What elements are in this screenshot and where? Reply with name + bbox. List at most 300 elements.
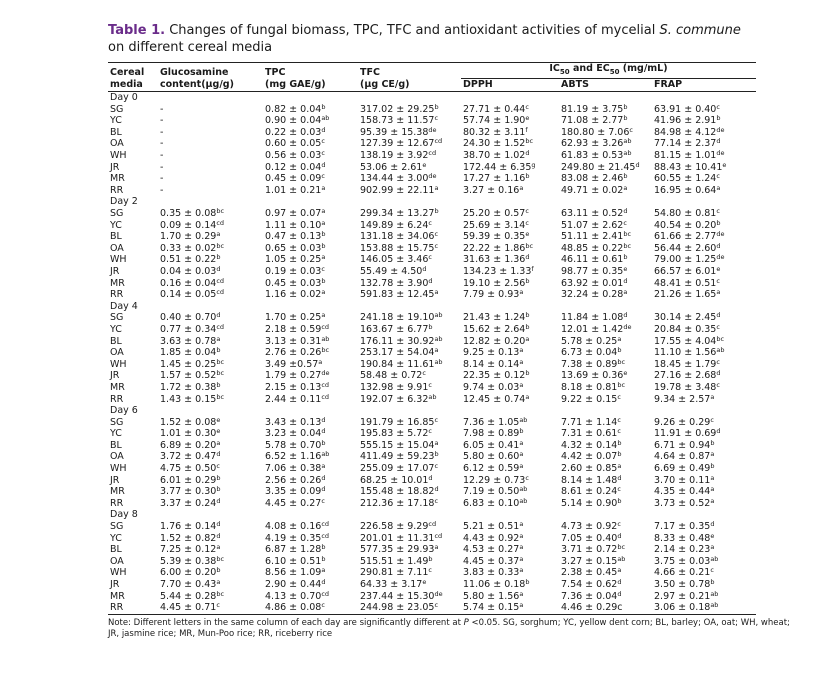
cell-value: 12.01 ± 1.42: [561, 323, 624, 335]
significance-letter: e: [710, 531, 715, 540]
significance-letter: c: [216, 462, 220, 471]
tfc-cell: [358, 220, 461, 232]
day-label: Day 4: [110, 300, 138, 312]
significance-letter: b: [617, 346, 622, 355]
significance-letter: bc: [216, 392, 225, 401]
frap-cell: [652, 382, 756, 394]
cell-value: 191.79 ± 16.85: [360, 416, 435, 428]
significance-letter: b: [525, 276, 530, 285]
cell-value: 4.66 ± 0.21: [654, 567, 711, 579]
tpc-cell: [263, 567, 358, 579]
cell-value: 24.30 ± 1.52: [463, 138, 526, 150]
significance-letter: de: [716, 125, 725, 134]
significance-letter: d: [716, 241, 721, 250]
tfc-cell: [358, 208, 461, 220]
dpph-cell: [461, 521, 559, 533]
table-row: [108, 475, 756, 487]
significance-letter: bc: [617, 357, 626, 366]
significance-letter: b: [321, 438, 326, 447]
significance-letter: bc: [525, 137, 534, 146]
significance-letter: ab: [710, 589, 719, 598]
cell-value: 3.75 ± 0.03: [654, 555, 711, 567]
cell-value: 1.05 ± 0.25: [265, 254, 322, 266]
significance-letter: c: [434, 415, 439, 424]
significance-letter: c: [434, 601, 439, 610]
cell-value: 27.16 ± 2.68: [654, 370, 717, 382]
tfc-cell: [358, 289, 461, 301]
significance-letter: c: [428, 380, 432, 389]
cell-value: 1.57 ± 0.52: [160, 370, 217, 382]
significance-letter: bc: [216, 241, 225, 250]
significance-letter: d: [321, 415, 326, 424]
tpc-cell: [263, 533, 358, 545]
cell-value: 1.52 ± 0.08: [160, 416, 217, 428]
significance-letter: c: [321, 496, 325, 505]
cell-value: 62.93 ± 3.26: [561, 138, 624, 150]
significance-letter: c: [321, 601, 325, 610]
significance-letter: bc: [216, 589, 225, 598]
frap-cell: [652, 115, 756, 127]
tfc-cell: [358, 370, 461, 382]
cell-value: 5.80 ± 0.60: [463, 451, 520, 463]
significance-letter: b: [623, 253, 628, 262]
table-row: [108, 533, 756, 545]
table-row: [108, 417, 756, 429]
cell-value: 1.72 ± 0.38: [160, 381, 217, 393]
frap-cell: [652, 254, 756, 266]
glucosamine-cell: [158, 498, 263, 510]
table-row: [108, 498, 756, 510]
cell-value: 40.54 ± 0.20: [654, 219, 717, 231]
cell-value: -: [160, 184, 164, 196]
note-p: P: [463, 617, 469, 628]
significance-letter: d: [434, 485, 439, 494]
media-cell: WH: [110, 463, 127, 475]
cell-value: 51.11 ± 2.41: [561, 231, 624, 243]
dpph-cell: [461, 382, 559, 394]
abts-cell: [559, 428, 652, 440]
significance-letter: a: [710, 496, 715, 505]
significance-letter: b: [216, 253, 221, 262]
cell-value: 0.47 ± 0.13: [265, 231, 322, 243]
abts-cell: [559, 591, 652, 603]
cell-value: 4.45 ± 0.27: [265, 497, 322, 509]
cell-value: 577.35 ± 29.93: [360, 544, 435, 556]
abts-cell: [559, 486, 652, 498]
cell-value: 12.29 ± 0.73: [463, 474, 526, 486]
significance-letter: a: [519, 450, 524, 459]
cell-value: 4.19 ± 0.35: [265, 532, 322, 544]
tpc-cell: [263, 336, 358, 348]
header-frap: FRAP: [652, 79, 756, 92]
cell-value: 0.19 ± 0.03: [265, 265, 322, 277]
significance-letter: cd: [428, 520, 437, 529]
day-header-row: [108, 301, 756, 313]
cell-value: 4.53 ± 0.27: [463, 544, 520, 556]
cell-value: 3.27 ± 0.15: [561, 555, 618, 567]
cell-value: 1.11 ± 0.10: [265, 219, 322, 231]
tfc-cell: [358, 556, 461, 568]
cell-value: -: [160, 173, 164, 185]
dpph-cell: [461, 417, 559, 429]
cell-value: 98.77 ± 0.35: [561, 265, 624, 277]
frap-cell: [652, 394, 756, 406]
frap-cell: [652, 359, 756, 371]
abts-cell: [559, 138, 652, 150]
cell-value: 79.00 ± 1.25: [654, 254, 717, 266]
cell-value: 12.82 ± 0.20: [463, 335, 526, 347]
caption-species: S. commune: [659, 23, 741, 38]
cell-value: -: [160, 103, 164, 115]
media-cell: OA: [110, 242, 124, 254]
frap-cell: [652, 556, 756, 568]
cell-value: 411.49 ± 59.23: [360, 451, 435, 463]
significance-letter: d: [216, 311, 221, 320]
significance-letter: a: [519, 554, 524, 563]
abts-cell: [559, 254, 652, 266]
significance-letter: b: [710, 462, 715, 471]
significance-letter: ab: [716, 346, 725, 355]
tfc-cell: [358, 533, 461, 545]
frap-cell: [652, 150, 756, 162]
cell-value: 19.10 ± 2.56: [463, 277, 526, 289]
header-tpc-1: TPC: [263, 63, 358, 79]
media-cell: RR: [110, 393, 124, 405]
header-row-1: [108, 63, 756, 79]
glucosamine-cell: [158, 567, 263, 579]
cell-value: 83.08 ± 2.46: [561, 173, 624, 185]
tpc-cell: [263, 115, 358, 127]
dpph-cell: [461, 289, 559, 301]
glucosamine-cell: [158, 475, 263, 487]
frap-cell: [652, 544, 756, 556]
dpph-cell: [461, 150, 559, 162]
cell-value: 7.17 ± 0.35: [654, 521, 711, 533]
day-label: Day 8: [110, 509, 138, 521]
cell-value: 555.15 ± 15.04: [360, 439, 435, 451]
media-cell: WH: [110, 254, 127, 266]
significance-letter: a: [519, 601, 524, 610]
cell-value: 4.45 ± 0.37: [463, 555, 520, 567]
dpph-cell: [461, 266, 559, 278]
cell-value: 6.12 ± 0.59: [463, 463, 520, 475]
header-glucosamine-2: content(µg/g): [158, 79, 263, 92]
significance-letter: c: [434, 496, 439, 505]
table-row: [108, 359, 756, 371]
table-row: [108, 521, 756, 533]
cell-value: 7.54 ± 0.62: [561, 579, 618, 591]
cell-value: 5.78 ± 0.70: [265, 439, 322, 451]
significance-letter: a: [216, 543, 221, 552]
cell-value: 146.05 ± 3.46: [360, 254, 429, 266]
cell-value: 2.90 ± 0.44: [265, 579, 322, 591]
cell-value: 1.70 ± 0.29: [160, 231, 217, 243]
significance-letter: e: [422, 160, 427, 169]
significance-letter: a: [710, 450, 715, 459]
significance-letter: a: [519, 357, 524, 366]
significance-letter: d: [716, 369, 721, 378]
table-row: [108, 336, 756, 348]
significance-letter: b: [525, 172, 530, 181]
cell-value: 6.73 ± 0.04: [561, 347, 618, 359]
significance-letter: c: [321, 137, 325, 146]
significance-letter: d: [716, 311, 721, 320]
cell-value: -: [160, 115, 164, 127]
tfc-cell: [358, 243, 461, 255]
significance-letter: a: [321, 218, 326, 227]
glucosamine-cell: [158, 417, 263, 429]
cell-value: 4.75 ± 0.50: [160, 463, 217, 475]
media-cell: MR: [110, 277, 125, 289]
significance-letter: ab: [617, 554, 626, 563]
media-cell: RR: [110, 497, 124, 509]
cell-value: 30.14 ± 2.45: [654, 312, 717, 324]
significance-letter: f: [531, 264, 534, 273]
tpc-cell: [263, 521, 358, 533]
tfc-cell: [358, 567, 461, 579]
media-cell: YC: [110, 532, 122, 544]
media-cell: SG: [110, 521, 124, 533]
frap-cell: [652, 162, 756, 174]
frap-cell: [652, 428, 756, 440]
tfc-cell: [358, 173, 461, 185]
cell-value: 8.18 ± 0.81: [561, 381, 618, 393]
day-label: Day 2: [110, 196, 138, 208]
significance-letter: cd: [428, 149, 437, 158]
significance-letter: d: [428, 473, 433, 482]
tpc-cell: [263, 185, 358, 197]
cell-value: 0.45 ± 0.03: [265, 277, 322, 289]
dpph-cell: [461, 486, 559, 498]
cell-value: 71.08 ± 2.77: [561, 115, 624, 127]
tpc-cell: [263, 104, 358, 116]
glucosamine-cell: [158, 150, 263, 162]
significance-letter: b: [617, 450, 622, 459]
significance-letter: cd: [216, 218, 225, 227]
cell-value: 2.97 ± 0.21: [654, 590, 711, 602]
cell-value: 48.85 ± 0.22: [561, 242, 624, 254]
glucosamine-cell: [158, 266, 263, 278]
significance-letter: c: [525, 102, 529, 111]
glucosamine-cell: [158, 579, 263, 591]
frap-cell: [652, 336, 756, 348]
cell-value: 0.90 ± 0.04: [265, 115, 322, 127]
significance-letter: b: [321, 102, 326, 111]
abts-cell: [559, 115, 652, 127]
dpph-cell: [461, 556, 559, 568]
cell-value: 241.18 ± 19.10: [360, 312, 435, 324]
dpph-cell: [461, 602, 559, 614]
abts-cell: [559, 533, 652, 545]
table-figure: [108, 22, 790, 640]
table-row: [108, 289, 756, 301]
cell-value: 8.14 ± 1.48: [561, 474, 618, 486]
glucosamine-cell: [158, 185, 263, 197]
cell-value: 3.83 ± 0.33: [463, 567, 520, 579]
tpc-cell: [263, 451, 358, 463]
cell-value: 1.43 ± 0.15: [160, 393, 217, 405]
dpph-cell: [461, 208, 559, 220]
significance-letter: b: [525, 322, 530, 331]
significance-letter: c: [216, 601, 220, 610]
cell-value: 1.79 ± 0.27: [265, 370, 322, 382]
cell-value: 0.77 ± 0.34: [160, 323, 217, 335]
abts-cell: [559, 579, 652, 591]
cell-value: 3.71 ± 0.72: [561, 544, 618, 556]
dpph-cell: [461, 162, 559, 174]
cell-value: 0.33 ± 0.02: [160, 242, 217, 254]
significance-letter: a: [716, 288, 721, 297]
tfc-cell: [358, 359, 461, 371]
significance-letter: d: [617, 589, 622, 598]
cell-value: 2.38 ± 0.45: [561, 567, 618, 579]
dpph-cell: [461, 451, 559, 463]
cell-value: 7.70 ± 0.43: [160, 579, 217, 591]
cell-value: 1.52 ± 0.82: [160, 532, 217, 544]
cell-value: -: [160, 161, 164, 173]
significance-letter: e: [216, 427, 221, 436]
cell-value: 63.92 ± 0.01: [561, 277, 624, 289]
significance-letter: a: [519, 438, 524, 447]
significance-letter: c: [525, 207, 529, 216]
cell-value: 84.98 ± 4.12: [654, 126, 717, 138]
caption-text: Changes of fungal biomass, TPC, TFC and antioxidant activities of mycelial: [165, 23, 660, 38]
glucosamine-cell: [158, 208, 263, 220]
significance-letter: cd: [434, 531, 443, 540]
tfc-cell: [358, 185, 461, 197]
significance-letter: e: [716, 264, 721, 273]
significance-letter: d: [216, 496, 221, 505]
media-cell: WH: [110, 358, 127, 370]
cell-value: 201.01 ± 11.31: [360, 532, 435, 544]
significance-letter: a: [525, 392, 530, 401]
cell-value: 3.13 ± 0.31: [265, 335, 322, 347]
media-cell: JR: [110, 370, 120, 382]
significance-letter: a: [519, 589, 524, 598]
significance-letter: b: [216, 380, 221, 389]
significance-letter: d: [525, 149, 530, 158]
cell-value: 9.26 ± 0.29: [654, 416, 711, 428]
frap-cell: [652, 127, 756, 139]
significance-letter: bc: [216, 357, 225, 366]
table-caption: [108, 22, 756, 56]
cell-value: 7.06 ± 0.38: [265, 463, 322, 475]
cell-value: 2.44 ± 0.11: [265, 393, 322, 405]
glucosamine-cell: [158, 278, 263, 290]
tfc-cell: [358, 579, 461, 591]
frap-cell: [652, 451, 756, 463]
tfc-cell: [358, 602, 461, 614]
tfc-cell: [358, 475, 461, 487]
cell-value: 212.36 ± 17.18: [360, 497, 435, 509]
day-header-row: [108, 92, 756, 104]
significance-letter: b: [525, 311, 530, 320]
significance-letter: e: [422, 578, 427, 587]
significance-letter: b: [623, 172, 628, 181]
cell-value: 0.51 ± 0.22: [160, 254, 217, 266]
header-dpph: DPPH: [461, 79, 559, 92]
significance-letter: d: [321, 485, 326, 494]
tpc-cell: [263, 289, 358, 301]
day-label: Day 0: [110, 92, 138, 104]
cell-value: 11.10 ± 1.56: [654, 347, 717, 359]
significance-letter: c: [321, 172, 325, 181]
significance-letter: c: [716, 207, 720, 216]
cell-value: 5.78 ± 0.25: [561, 335, 618, 347]
tpc-cell: [263, 324, 358, 336]
significance-letter: bc: [623, 230, 632, 239]
dpph-cell: [461, 463, 559, 475]
tpc-cell: [263, 475, 358, 487]
significance-letter: bc: [623, 241, 632, 250]
significance-letter: a: [710, 543, 715, 552]
cell-value: 3.43 ± 0.13: [265, 416, 322, 428]
cell-value: 77.14 ± 2.37: [654, 138, 717, 150]
glucosamine-cell: [158, 486, 263, 498]
significance-letter: ab: [710, 601, 719, 610]
dpph-cell: [461, 278, 559, 290]
header-tfc-2: (µg CE/g): [358, 79, 461, 92]
significance-letter: c: [434, 114, 439, 123]
tfc-cell: [358, 336, 461, 348]
glucosamine-cell: [158, 324, 263, 336]
glucosamine-cell: [158, 115, 263, 127]
significance-letter: de: [716, 149, 725, 158]
significance-letter: ab: [623, 137, 632, 146]
frap-cell: [652, 370, 756, 382]
tfc-cell: [358, 312, 461, 324]
significance-letter: b: [434, 450, 439, 459]
media-cell: BL: [110, 439, 122, 451]
table-row: [108, 185, 756, 197]
media-cell: SG: [110, 208, 124, 220]
media-cell: YC: [110, 323, 122, 335]
glucosamine-cell: [158, 521, 263, 533]
glucosamine-cell: [158, 231, 263, 243]
cell-value: 21.26 ± 1.65: [654, 289, 717, 301]
cell-value: 0.09 ± 0.14: [160, 219, 217, 231]
significance-letter: c: [629, 125, 633, 134]
significance-letter: b: [434, 207, 439, 216]
cell-value: 6.89 ± 0.20: [160, 439, 217, 451]
cell-value: 27.71 ± 0.44: [463, 103, 526, 115]
frap-cell: [652, 312, 756, 324]
cell-value: 155.48 ± 18.82: [360, 486, 435, 498]
significance-letter: ab: [434, 357, 443, 366]
caption-label: Table 1.: [108, 23, 166, 38]
significance-letter: a: [519, 346, 524, 355]
significance-letter: de: [716, 230, 725, 239]
significance-letter: c: [716, 357, 720, 366]
cell-value: 1.45 ± 0.25: [160, 358, 217, 370]
glucosamine-cell: [158, 451, 263, 463]
significance-letter: de: [428, 172, 437, 181]
cell-value: 9.74 ± 0.03: [463, 381, 520, 393]
significance-letter: a: [321, 462, 326, 471]
significance-letter: ab: [321, 114, 330, 123]
dpph-cell: [461, 231, 559, 243]
frap-cell: [652, 521, 756, 533]
frap-cell: [652, 104, 756, 116]
cell-value: 4.42 ± 0.07: [561, 451, 618, 463]
significance-letter: c: [716, 380, 720, 389]
table-row: [108, 150, 756, 162]
note-text: Note: Different letters in the same column of each day are significantly different at: [108, 617, 464, 628]
tfc-cell: [358, 498, 461, 510]
cell-value: 21.43 ± 1.24: [463, 312, 526, 324]
glucosamine-cell: [158, 347, 263, 359]
significance-letter: d: [623, 276, 628, 285]
